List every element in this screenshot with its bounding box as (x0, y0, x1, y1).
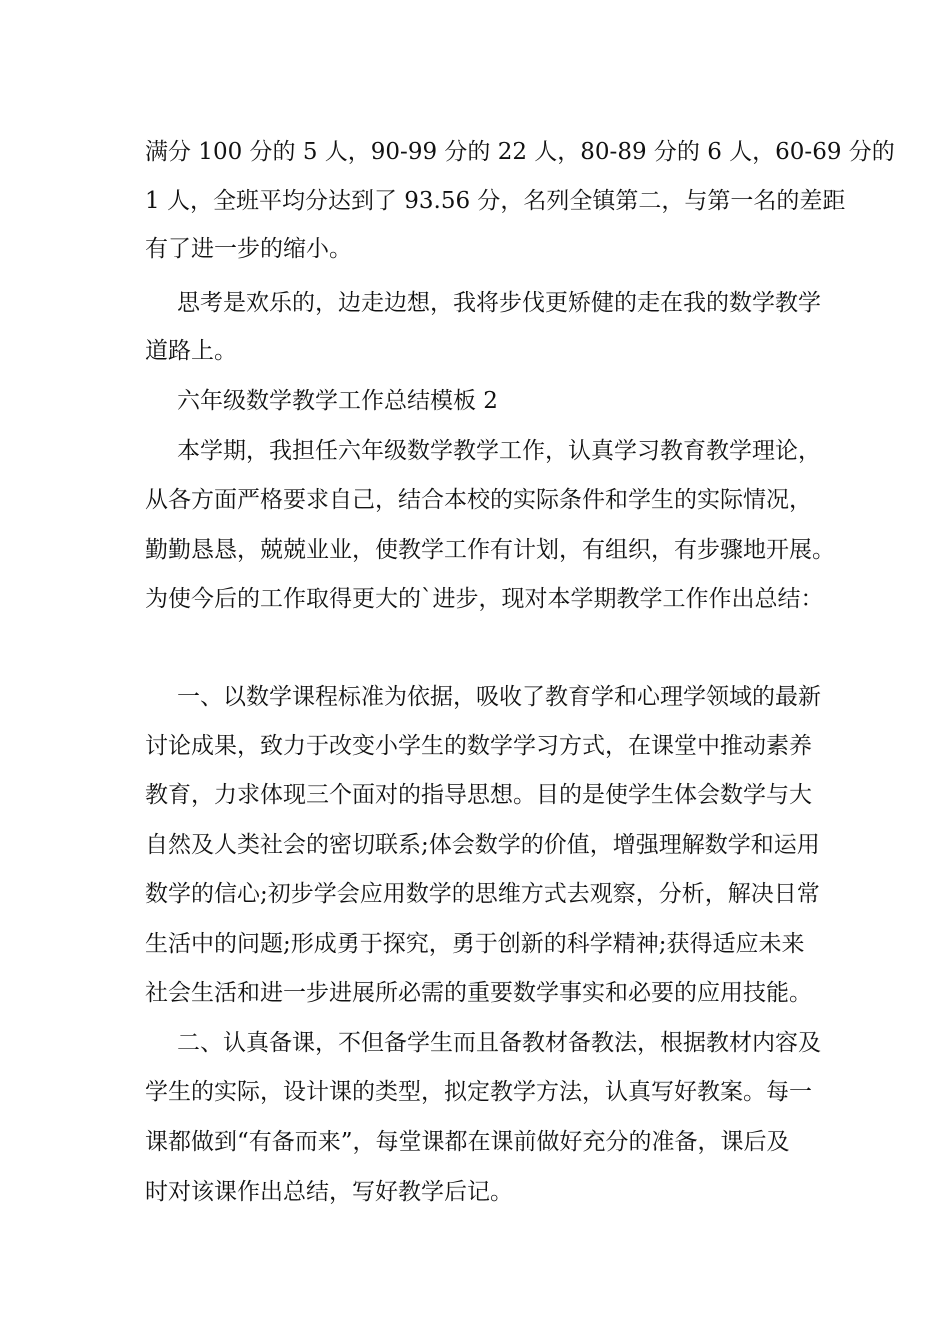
paragraph-line: 思考是欢乐的，边走边想，我将步伐更矫健的走在我的数学教学 (177, 290, 821, 316)
text-line: 数学的信心;初步学会应用数学的思维方式去观察，分析，解决日常 (145, 881, 820, 907)
text-line: 教育，力求体现三个面对的指导思想。目的是使学生体会数学与大 (145, 782, 812, 808)
text-line: 社会生活和进一步进展所必需的重要数学事实和必要的应用技能。 (145, 980, 812, 1006)
text-line: 满分 100 分的 5 人，90-99 分的 22 人，80-89 分的 6 人，60-69 分的 (145, 139, 895, 165)
text-line: 自然及人类社会的密切联系;体会数学的价值，增强理解数学和运用 (145, 832, 820, 858)
text-line: 道路上。 (145, 338, 237, 364)
text-line: 讨论成果，致力于改变小学生的数学学习方式，在课堂中推动素养 (145, 733, 812, 759)
section-heading: 六年级数学教学工作总结模板 2 (177, 388, 498, 414)
paragraph-line: 一、以数学课程标准为依据，吸收了教育学和心理学领域的最新 (177, 684, 821, 710)
text-line: 为使今后的工作取得更大的`进步，现对本学期教学工作作出总结： (145, 586, 824, 612)
text-line: 有了进一步的缩小。 (145, 236, 352, 262)
text-line: 时对该课作出总结，写好教学后记。 (145, 1179, 513, 1205)
text-line: 生活中的问题;形成勇于探究，勇于创新的科学精神;获得适应未来 (145, 931, 805, 957)
text-line: 从各方面严格要求自己，结合本校的实际条件和学生的实际情况， (145, 487, 812, 513)
paragraph-line: 本学期，我担任六年级数学教学工作，认真学习教育教学理论， (177, 438, 821, 464)
text-line: 勤勤恳恳，兢兢业业，使教学工作有计划，有组织，有步骤地开展。 (145, 537, 835, 563)
text-line: 1 人，全班平均分达到了 93.56 分，名列全镇第二，与第一名的差距 (145, 188, 846, 214)
text-line: 课都做到“有备而来”，每堂课都在课前做好充分的准备，课后及 (145, 1129, 790, 1155)
paragraph-line: 二、认真备课，不但备学生而且备教材备教法，根据教材内容及 (177, 1030, 821, 1056)
text-line: 学生的实际，设计课的类型，拟定教学方法，认真写好教案。每一 (145, 1079, 812, 1105)
